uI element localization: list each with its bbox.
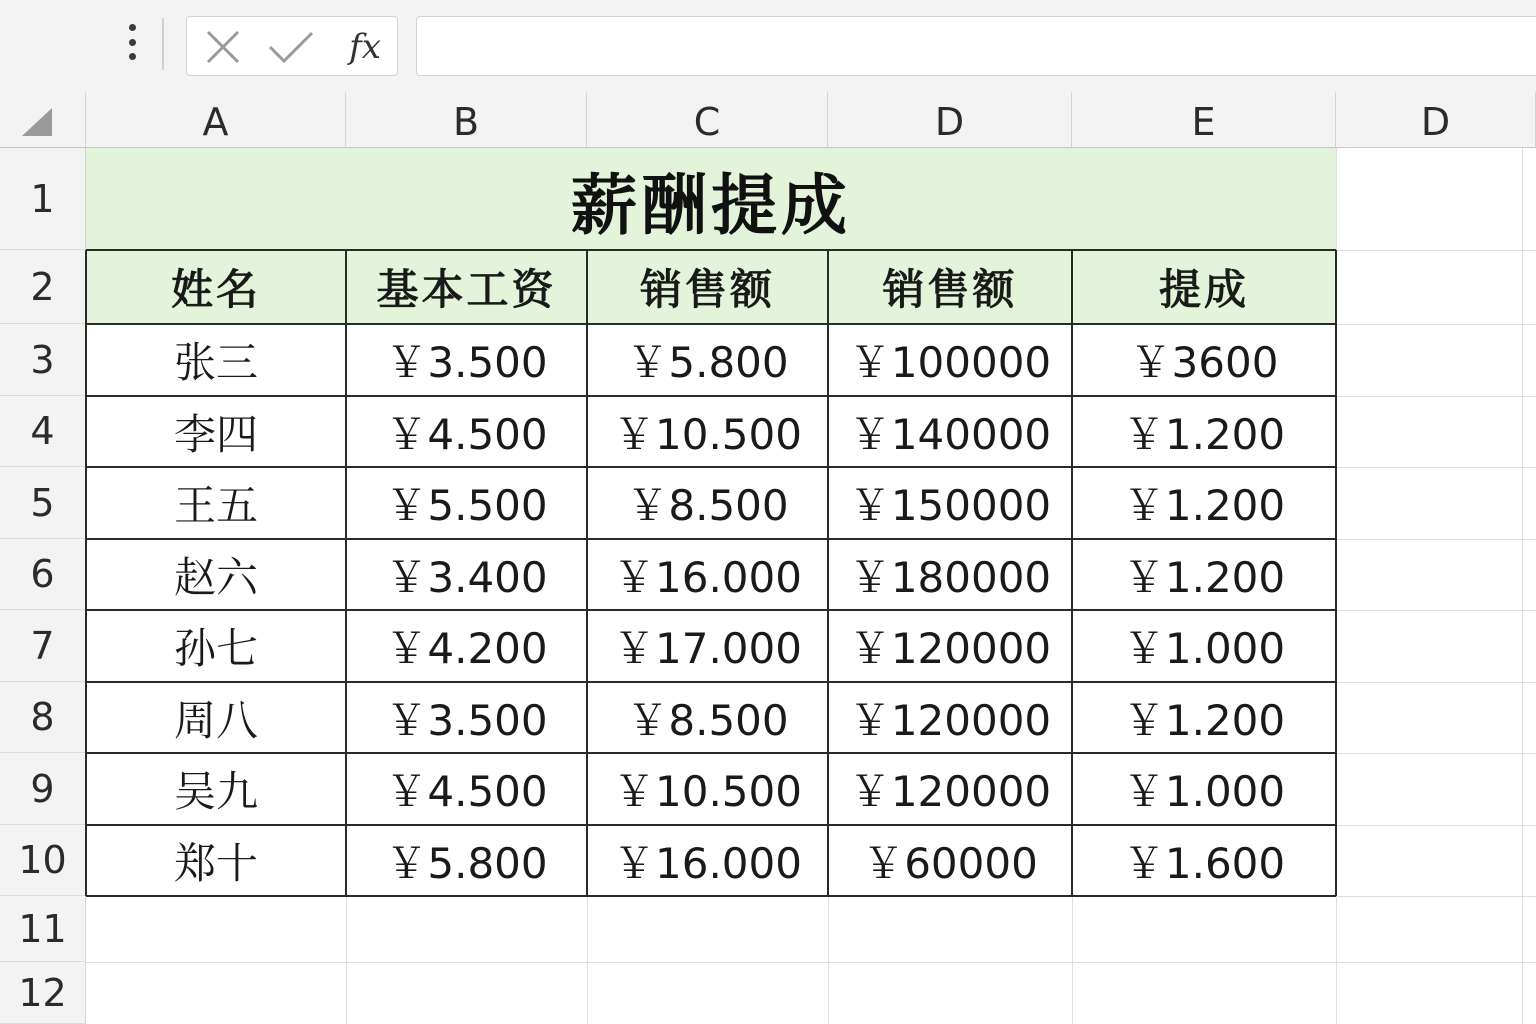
sales-cell[interactable]: ￥8.500: [626, 481, 789, 530]
commission-cell[interactable]: ￥1.000: [1122, 624, 1286, 673]
commission-cell[interactable]: ￥1.200: [1122, 409, 1286, 459]
row-header-12[interactable]: 12: [0, 962, 86, 1024]
header-cell-name[interactable]: 姓名: [86, 250, 346, 324]
sales-2-cell[interactable]: ￥100000: [848, 338, 1052, 387]
sales-cell[interactable]: ￥10.500: [613, 767, 802, 816]
table-border: [586, 250, 588, 896]
table-border: [827, 250, 829, 896]
name-cell[interactable]: 李四: [173, 409, 258, 459]
base-salary-cell[interactable]: ￥4.500: [385, 767, 548, 816]
commission-cell[interactable]: ￥1.000: [1122, 767, 1286, 816]
base-salary-cell[interactable]: ￥4.500: [385, 409, 548, 459]
table-border: [86, 323, 1336, 325]
insert-function-button[interactable]: fx: [349, 27, 381, 67]
enter-button[interactable]: [267, 25, 315, 69]
sales-cell[interactable]: ￥16.000: [613, 838, 802, 888]
commission-cell[interactable]: ￥3600: [1129, 338, 1279, 387]
name-cell[interactable]: 赵六: [173, 552, 258, 602]
divider: [162, 18, 164, 70]
name-cell[interactable]: 周八: [173, 695, 258, 745]
row-header-11[interactable]: 11: [0, 896, 86, 962]
column-header-e[interactable]: E: [1072, 92, 1336, 148]
row-header-4[interactable]: 4: [0, 396, 86, 467]
row-header-8[interactable]: 8: [0, 682, 86, 753]
table-border: [86, 609, 1336, 611]
gridline: [86, 962, 1536, 963]
row-header-5[interactable]: 5: [0, 467, 86, 539]
base-salary-cell[interactable]: ￥3.400: [385, 552, 548, 602]
commission-cell[interactable]: ￥1.600: [1122, 838, 1286, 888]
cancel-button[interactable]: [199, 25, 247, 69]
table-border: [1071, 250, 1073, 896]
close-icon: [205, 29, 241, 65]
sales-2-cell[interactable]: ￥60000: [862, 838, 1038, 888]
column-header-b[interactable]: B: [346, 92, 587, 148]
table-border: [345, 250, 347, 896]
table-border: [1335, 250, 1337, 896]
commission-cell[interactable]: ￥1.200: [1122, 552, 1286, 602]
name-cell[interactable]: 郑十: [173, 838, 258, 888]
sales-2-cell[interactable]: ￥120000: [848, 695, 1052, 745]
header-cell-sales[interactable]: 销售额: [587, 250, 828, 324]
commission-cell[interactable]: ￥1.200: [1122, 481, 1286, 530]
name-cell[interactable]: 王五: [173, 481, 258, 530]
header-cell-sales-2[interactable]: 销售额: [828, 250, 1072, 324]
formula-bar: [0, 0, 1536, 92]
base-salary-cell[interactable]: ￥4.200: [385, 624, 548, 673]
sales-2-cell[interactable]: ￥120000: [848, 624, 1052, 673]
sales-cell[interactable]: ￥17.000: [613, 624, 802, 673]
sales-2-cell[interactable]: ￥120000: [848, 767, 1052, 816]
base-salary-cell[interactable]: ￥3.500: [385, 338, 548, 387]
name-cell[interactable]: 吴九: [173, 767, 258, 816]
base-salary-cell[interactable]: ￥5.800: [385, 838, 548, 888]
table-border: [86, 824, 1336, 826]
gridline: [1522, 148, 1523, 1024]
sales-cell[interactable]: ￥16.000: [613, 552, 802, 602]
base-salary-cell[interactable]: ￥5.500: [385, 481, 548, 530]
sales-cell[interactable]: ￥8.500: [626, 695, 789, 745]
base-salary-cell[interactable]: ￥3.500: [385, 695, 548, 745]
header-cell-commission[interactable]: 提成: [1072, 250, 1336, 324]
row-header-6[interactable]: 6: [0, 539, 86, 610]
sales-cell[interactable]: ￥5.800: [626, 338, 789, 387]
table-border: [86, 466, 1336, 468]
sales-2-cell[interactable]: ￥140000: [848, 409, 1052, 459]
row-header-2[interactable]: 2: [0, 250, 86, 324]
formula-input[interactable]: [416, 16, 1536, 76]
commission-cell[interactable]: ￥1.200: [1122, 695, 1286, 745]
table-border: [86, 681, 1336, 683]
table-border: [86, 752, 1336, 754]
row-header-1[interactable]: 1: [0, 148, 86, 250]
name-cell[interactable]: 孙七: [173, 624, 258, 673]
table-border: [85, 250, 87, 896]
row-header-10[interactable]: 10: [0, 825, 86, 896]
column-header-d[interactable]: D: [828, 92, 1072, 148]
name-cell[interactable]: 张三: [173, 338, 258, 387]
sales-2-cell[interactable]: ￥180000: [848, 552, 1052, 602]
column-header-f[interactable]: D: [1336, 92, 1536, 148]
column-header-a[interactable]: A: [86, 92, 346, 148]
header-cell-base-salary[interactable]: 基本工资: [346, 250, 587, 324]
formula-buttons: [186, 16, 398, 76]
spreadsheet-grid: [0, 92, 1536, 1024]
row-header-9[interactable]: 9: [0, 753, 86, 825]
sales-2-cell[interactable]: ￥150000: [848, 481, 1052, 530]
select-all-button[interactable]: [0, 92, 86, 148]
column-header-c[interactable]: C: [587, 92, 828, 148]
vertical-ellipsis-icon[interactable]: [118, 20, 146, 64]
table-border: [86, 395, 1336, 397]
select-all-triangle-icon: [20, 106, 54, 138]
row-header-3[interactable]: 3: [0, 324, 86, 396]
check-icon: [267, 29, 315, 65]
table-border: [86, 895, 1336, 897]
table-border: [86, 538, 1336, 540]
row-header-7[interactable]: 7: [0, 610, 86, 682]
table-border: [86, 249, 1336, 251]
sheet-title[interactable]: 薪酬提成: [86, 148, 1336, 250]
sales-cell[interactable]: ￥10.500: [613, 409, 802, 459]
